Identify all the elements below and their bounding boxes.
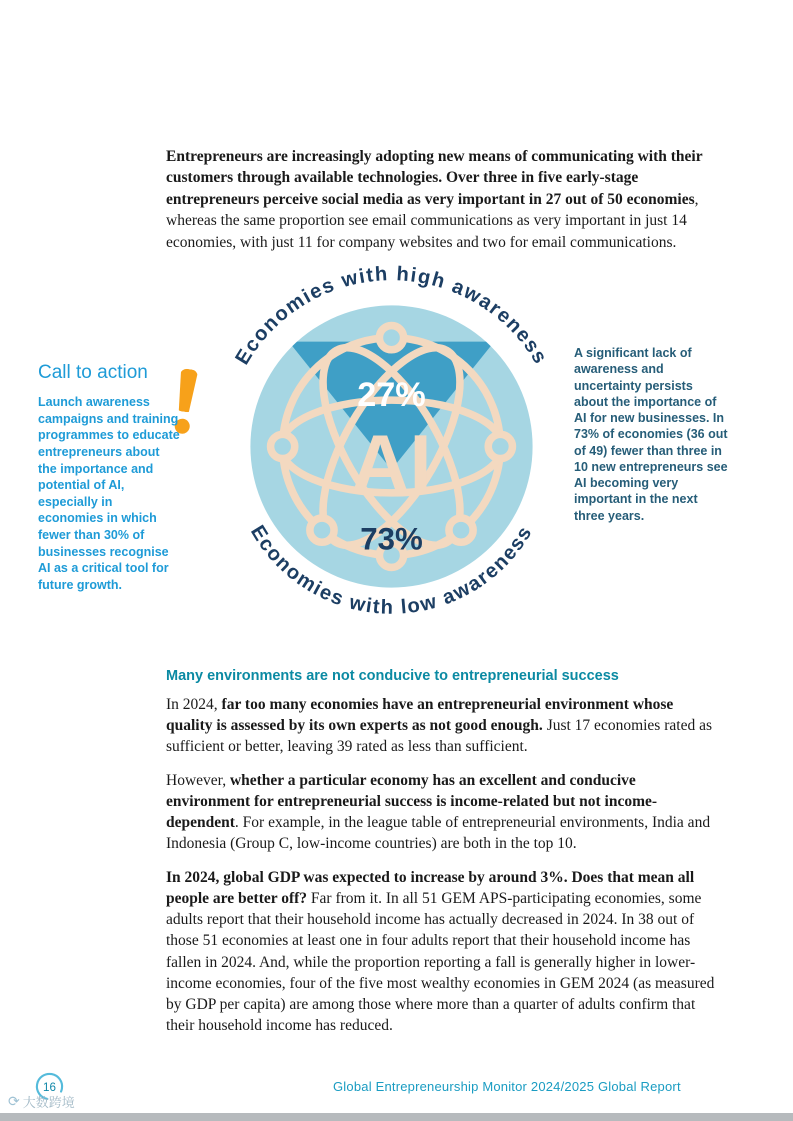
watermark-text: 大数跨境 — [22, 1095, 75, 1110]
page-bottom-edge — [0, 1113, 793, 1121]
text-segment: Far from it. In all 51 GEM APS-participating economies, some adults report that their household income has actually decreased in 2024. In 38 out of those 51 economies at least one in four adults report that their household income has fallen in 2024. And, while the proportion reporting a fall is generally higher in lower-income economies, four of the five most wealthy economies in GEM 2024 (as measured by GDP per capita) are among those where more than a quarter of adults confirm that their household income has reduced. — [166, 889, 715, 1035]
ai-label: AI — [351, 418, 432, 509]
top-arc-label: Economies with high awareness — [231, 263, 552, 369]
paragraph — [166, 770, 722, 855]
text-segment: In 2024, global GDP was expected to increase by around 3%. Does that mean all people are better off? — [166, 868, 695, 907]
text-segment: , whereas the same proportion see email communications as very important in just 14 economies, with just 11 for company websites and two for email communications. — [166, 190, 699, 251]
text-segment: . For example, in the league table of entrepreneurial environments, India and Indonesia (Group C, low-income countries) are both in the top 10. — [166, 814, 711, 853]
main-paragraphs — [166, 694, 722, 1049]
text-segment: of economies (36 out of 49) fewer than three in 10 new entrepreneurs see AI becoming very important in the next three years. — [574, 427, 728, 523]
page-number: 16 — [43, 1080, 56, 1094]
call-to-action-body: Launch awareness campaigns and training programmes to educate entrepreneurs about the importance and potential of AI, especially in economies in which fewer than 30% of businesses recognise AI as a critical tool for future growth. — [38, 395, 180, 592]
intro-paragraph — [166, 146, 720, 253]
text-segment: whether a particular economy has an excellent and conducive environment for entrepreneurial success is income-related but not income-dependent — [166, 771, 658, 832]
bottom-arc-label: Economies with low awareness — [245, 521, 538, 619]
text-segment: Entrepreneurs are increasingly adopting new means of communicating with their customers through available technologies. Over three in five early-stage entrepreneurs perceive social media as very important in 27 out of 50 economies — [166, 148, 703, 208]
watermark-logo-icon: ⟳ — [8, 1093, 20, 1109]
text-segment: far too many economies have an entrepreneurial environment whose quality is assessed by its own experts as not good enough. — [166, 696, 674, 735]
low-awareness-value: 73% — [360, 521, 423, 557]
side-note — [574, 345, 729, 524]
ai-awareness-infographic — [208, 253, 576, 641]
footer-report-title: Global Entrepreneurship Monitor 2024/2025 Global Report — [333, 1079, 681, 1094]
section-heading: Many environments are not conducive to entrepreneurial success — [166, 668, 619, 684]
paragraph — [166, 694, 722, 758]
text-segment: However, — [166, 771, 230, 789]
text-segment: A significant lack of awareness and uncertainty persists about the importance of AI for new businesses. In — [574, 346, 725, 425]
watermark — [8, 1092, 75, 1111]
text-segment: Just 17 economies rated as sufficient or better, leaving 39 rated as less than sufficient. — [166, 717, 712, 756]
text-segment: In 2024, — [166, 696, 222, 713]
text-segment: 73% — [574, 427, 600, 442]
paragraph — [166, 867, 722, 1037]
high-awareness-value: 27% — [357, 376, 426, 415]
call-to-action-heading: Call to action — [38, 362, 148, 383]
